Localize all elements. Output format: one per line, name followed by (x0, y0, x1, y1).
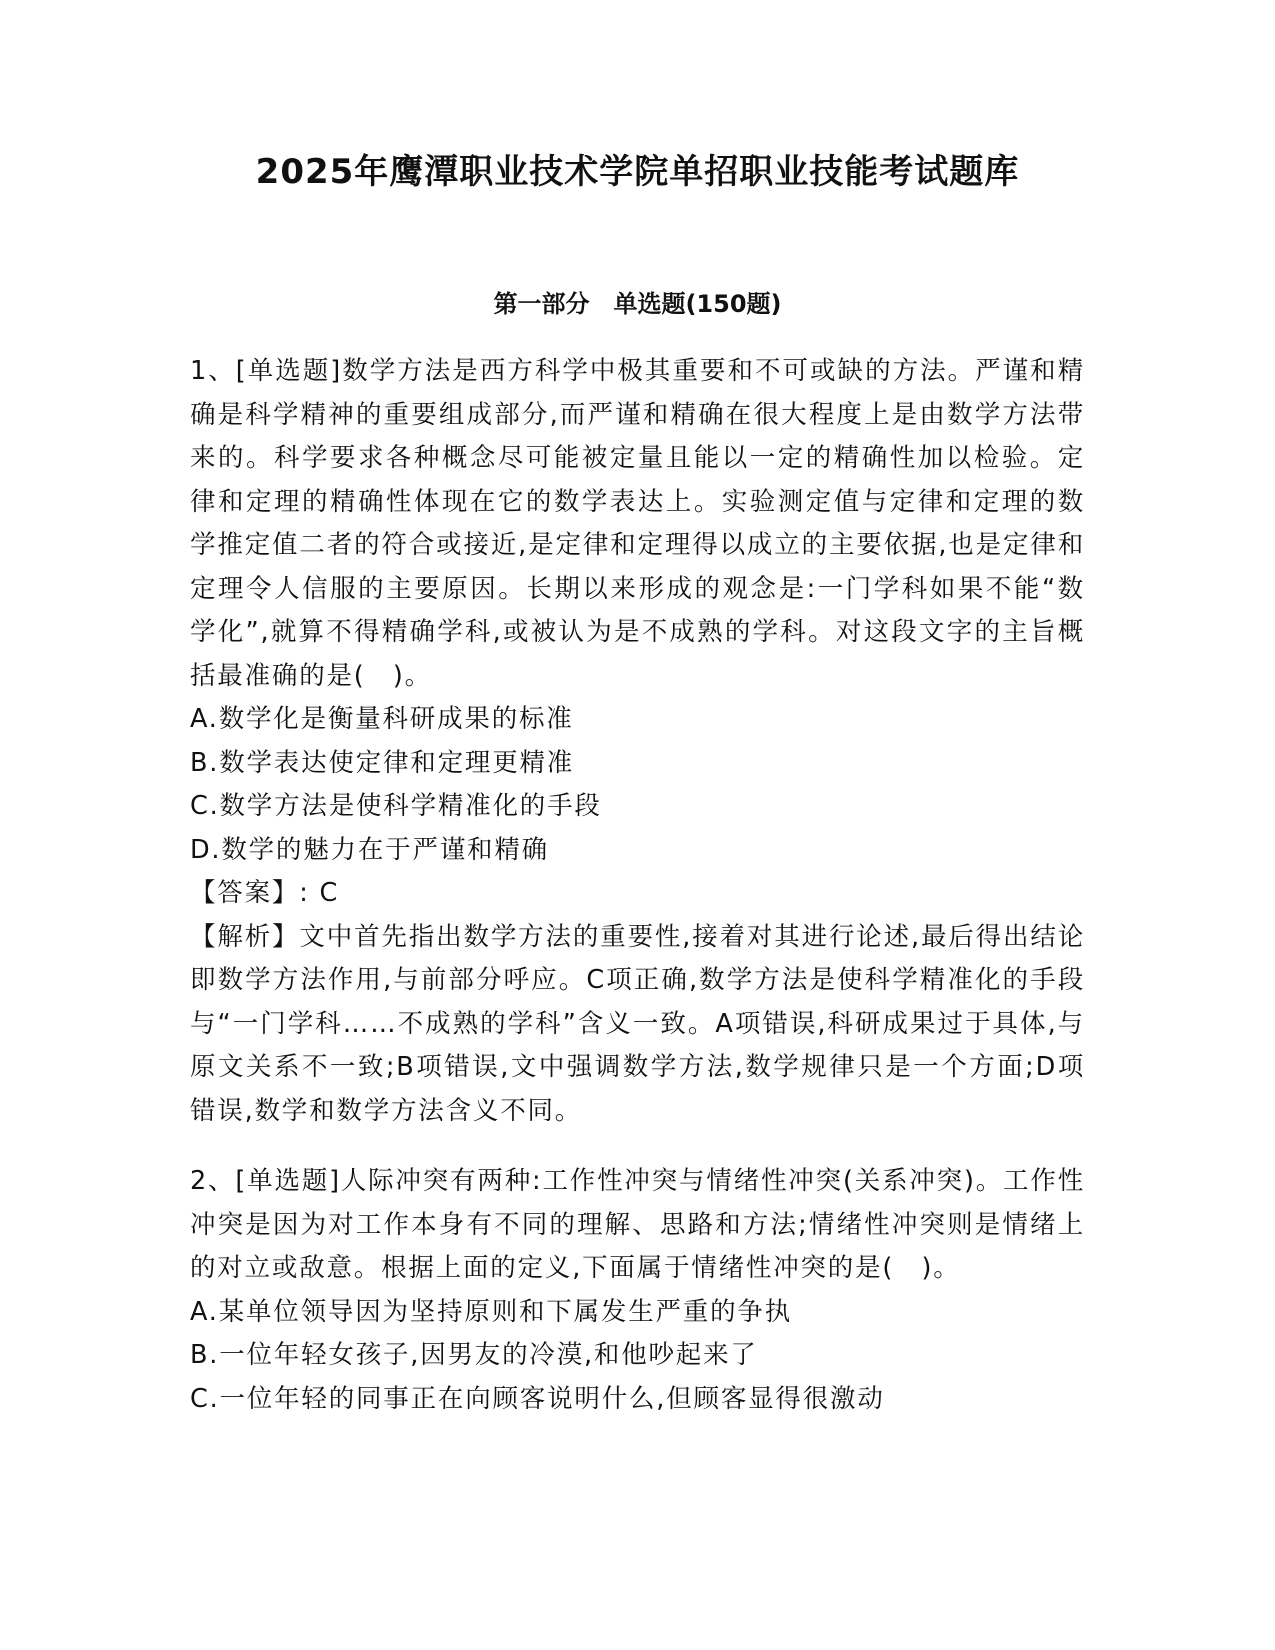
document-title: 2025年鹰潭职业技术学院单招职业技能考试题库 (255, 152, 1020, 192)
question-spacer (190, 1133, 1085, 1160)
section-title: 第一部分 单选题(150题) (493, 290, 782, 318)
question-2 (190, 1160, 1085, 1421)
question-1 (190, 350, 1085, 1133)
document-body (190, 350, 1085, 1421)
question-stem: 2、[单选题]人际冲突有两种:工作性冲突与情绪性冲突(关系冲突)。工作性冲突是因为对工作本身有不同的理解、思路和方法;情绪性冲突则是情绪上的对立或敌意。根据上面的定义,下面属于情绪性冲突的是( )。 (190, 1166, 1085, 1283)
option-d: D.数学的魅力在于严谨和精确 (190, 834, 549, 865)
analysis-paragraph: 【解析】文中首先指出数学方法的重要性,接着对其进行论述,最后得出结论即数学方法作用,与前部分呼应。C项正确,数学方法是使科学精准化的手段与“一门学科……不成熟的学科”含义一致。A项错误,科研成果过于具体,与原文关系不一致;B项错误,文中强调数学方法,数学规律只是一个方面;D项错误,数学和数学方法含义不同。 (190, 921, 1085, 1126)
option-b: B.一位年轻女孩子,因男友的冷漠,和他吵起来了 (190, 1340, 758, 1370)
question-stem: 1、[单选题]数学方法是西方科学中极其重要和不可或缺的方法。严谨和精确是科学精神的重要组成部分,而严谨和精确在很大程度上是由数学方法带来的。科学要求各种概念尽可能被定量且能以一定的精确性加以检验。定律和定理的精确性体现在它的数学表达上。实验测定值与定律和定理的数学推定值二者的符合或接近,是定律和定理得以成立的主要依据,也是定律和定理令人信服的主要原因。长期以来形成的观念是:一门学科如果不能“数学化”,就算不得精确学科,或被认为是不成熟的学科。对这段文字的主旨概括最准确的是( )。 (190, 356, 1085, 691)
option-c: C.数学方法是使科学精准化的手段 (190, 791, 602, 821)
answer-line: 【答案】: C (190, 878, 340, 908)
option-b: B.数学表达使定律和定理更精准 (190, 747, 575, 778)
option-a: A.数学化是衡量科研成果的标准 (190, 704, 574, 734)
option-c: C.一位年轻的同事正在向顾客说明什么,但顾客显得很激动 (190, 1383, 885, 1414)
option-a: A.某单位领导因为坚持原则和下属发生严重的争执 (190, 1296, 793, 1327)
